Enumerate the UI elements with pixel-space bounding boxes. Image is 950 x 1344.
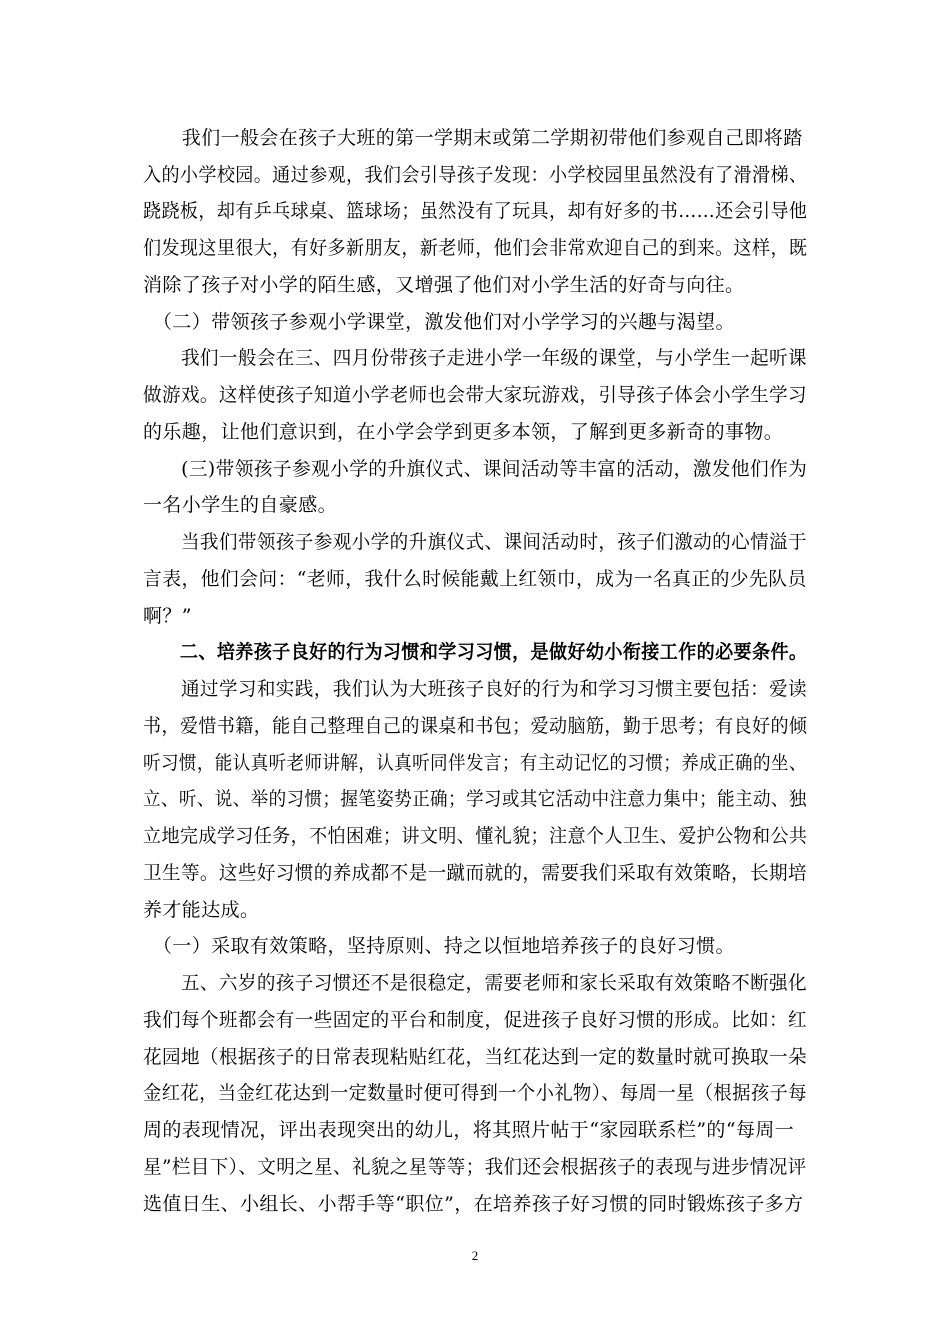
text-line: 养才能达成。 (143, 899, 260, 921)
section-heading: (三)带领孩子参观小学的升旗仪式、课间活动等丰富的活动，激发他们作为 (143, 458, 808, 480)
text-line: 我们一般会在孩子大班的第一学期末或第二学期初带他们参观自己即将踏 (143, 127, 803, 149)
text-line: 五、六岁的孩子习惯还不是很稳定，需要老师和家长采取有效策略不断强化 (143, 972, 808, 994)
text-line: 啊？” (143, 605, 192, 627)
text-line: 做游戏。这样使孩子知道小学老师也会带大家玩游戏，引导孩子体会小学生学习 (143, 384, 808, 406)
text-line: 当我们带领孩子参观小学的升旗仪式、课间活动时，孩子们激动的心情溢于 (143, 531, 808, 553)
text-line: 立、听、说、举的习惯；握笔姿势正确；学习或其它活动中注意力集中；能主动、独 (143, 788, 807, 810)
text-line: 我们一般会在三、四月份带孩子走进小学一年级的课堂，与小学生一起听课 (143, 347, 808, 369)
text-line: 跷跷板，却有乒乓球桌、篮球场；虽然没有了玩具，却有好多的书……还会引导他 (143, 200, 808, 222)
section-heading: （二）带领孩子参观小学课堂，激发他们对小学学习的兴趣与渴望。 (143, 311, 735, 333)
text-line: 星”栏目下）、文明之星、礼貌之星等等；我们还会根据孩子的表现与进步情况评 (143, 1156, 807, 1178)
text-line: 们发现这里很大，有好多新朋友，新老师，他们会非常欢迎自己的到来。这样，既 (143, 237, 808, 259)
page-number: 2 (471, 1248, 479, 1263)
text-line: 立地完成学习任务，不怕困难；讲文明、懂礼貌；注意个人卫生、爱护公物和公共 (143, 825, 808, 847)
section-heading: 一名小学生的自豪感。 (143, 494, 338, 516)
text-line: 卫生等。这些好习惯的养成都不是一蹴而就的，需要我们采取有效策略，长期培 (143, 862, 808, 884)
section-heading: （一）采取有效策略，坚持原则、持之以恒地培养孩子的良好习惯。 (143, 935, 735, 957)
text-line: 金红花，当金红花达到一定数量时便可得到一个小礼物）、每周一星（根据孩子每 (143, 1082, 807, 1104)
text-line: 入的小学校园。通过参观，我们会引导孩子发现：小学校园里虽然没有了滑滑梯、 (143, 164, 808, 186)
text-line: 书，爱惜书籍，能自己整理自己的课桌和书包；爱动脑筋，勤于思考；有良好的倾 (143, 715, 808, 737)
text-line: 的乐趣，让他们意识到，在小学会学到更多本领，了解到更多新奇的事物。 (143, 421, 784, 443)
text-line: 周的表现情况，评出表现突出的幼儿，将其照片帖于“家园联系栏”的“每周一 (143, 1119, 795, 1141)
text-line: 听习惯，能认真听老师讲解，认真听同伴发言；有主动记忆的习惯；养成正确的坐、 (143, 752, 807, 774)
text-line: 我们每个班都会有一些固定的平台和制度，促进孩子良好习惯的形成。比如：红 (143, 1009, 808, 1031)
text-line: 选值日生、小组长、小帮手等“职位”，在培养孩子好习惯的同时锻炼孩子多方 (143, 1193, 804, 1215)
text-line: 消除了孩子对小学的陌生感，又增强了他们对小学生活的好奇与向往。 (143, 274, 745, 296)
text-line: 言表，他们会问：“老师，我什么时候能戴上红领巾，成为一名真正的少先队员 (143, 568, 807, 590)
text-line: 通过学习和实践，我们认为大班孩子良好的行为和学习习惯主要包括：爱读 (143, 678, 808, 700)
text-line: 花园地（根据孩子的日常表现粘贴红花，当红花达到一定的数量时就可换取一朵 (143, 1046, 808, 1068)
chapter-heading: 二、培养孩子良好的行为习惯和学习习惯，是做好幼小衔接工作的必要条件。 (143, 641, 808, 663)
